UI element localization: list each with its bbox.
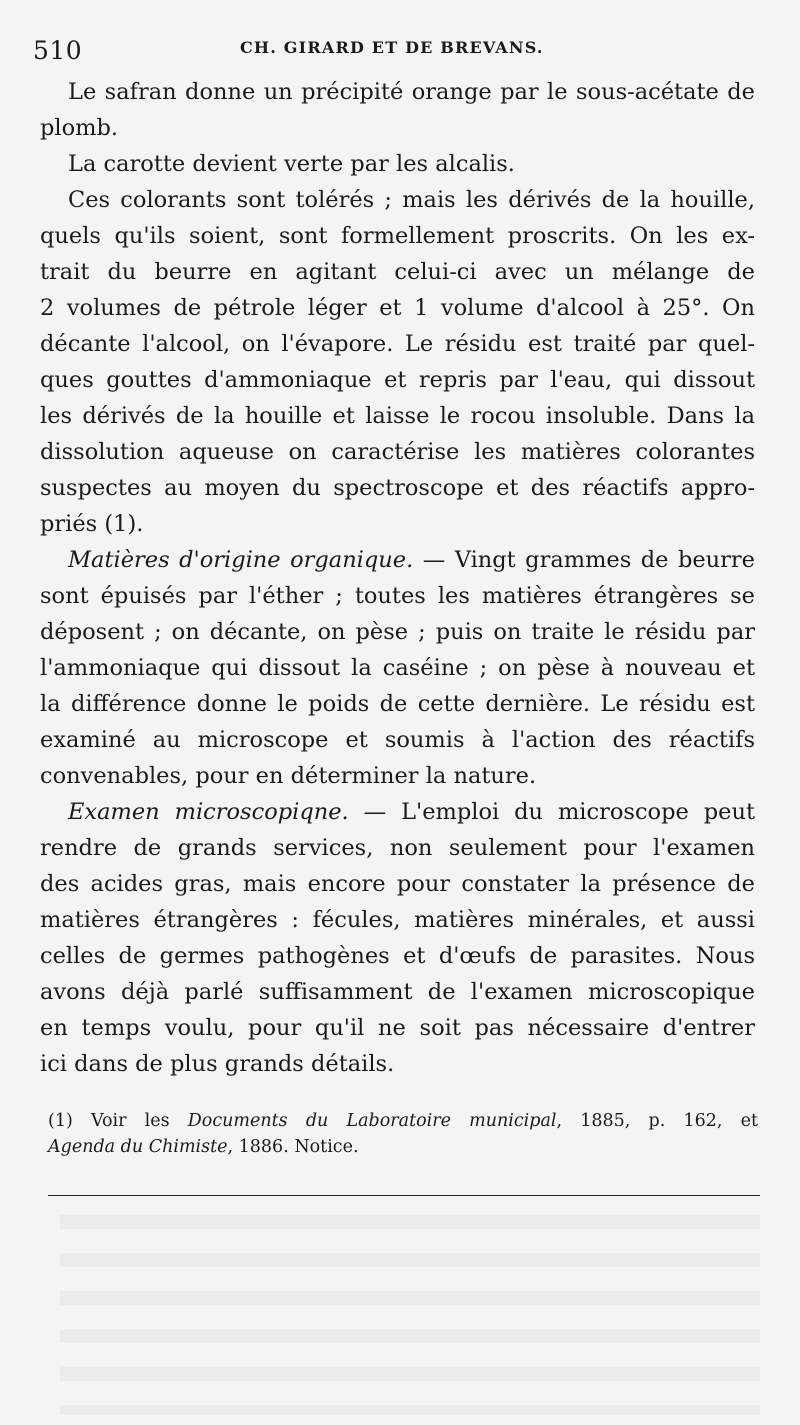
text-line: celles de germes pathogènes et d'œufs de parasites. Nous: [40, 943, 755, 969]
text-line: les dérivés de la houille et laisse le rocou insoluble. Dans la: [40, 403, 755, 429]
footnote-title-1: Documents du Laboratoire municipal: [187, 1111, 557, 1131]
section-heading: Matières d'origine organique.: [68, 547, 414, 573]
body-text: [40, 74, 755, 1082]
text-line: décante l'alcool, on l'évapore. Le résidu est traité par quel-: [40, 331, 755, 357]
text-line: examiné au microscope et soumis à l'action des réactifs: [40, 727, 755, 753]
bleed-through-texture: [60, 1215, 760, 1415]
section-heading: Examen microscopiqne.: [68, 799, 349, 825]
text-line: convenables, pour en déterminer la nature.: [40, 763, 537, 789]
text-line: matières étrangères : fécules, matières minérales, et aussi: [40, 907, 755, 933]
text-line: suspectes au moyen du spectroscope et des réactifs appro-: [40, 475, 755, 501]
text-line: sont épuisés par l'éther ; toutes les matières étrangères se: [40, 583, 755, 609]
text-line: la différence donne le poids de cette dernière. Le résidu est: [40, 691, 755, 717]
text-line: Examen microscopiqne. — L'emploi du microscope peut: [68, 799, 755, 825]
text-line: Matières d'origine organique. — Vingt grammes de beurre: [68, 547, 755, 573]
running-head: CH. GIRARD ET DE BREVANS.: [240, 38, 544, 57]
text-line: en temps voulu, pour qu'il ne soit pas nécessaire d'entrer: [40, 1015, 755, 1041]
text-line: 2 volumes de pétrole léger et 1 volume d'alcool à 25°. On: [40, 295, 755, 321]
text-line: l'ammoniaque qui dissout la caséine ; on pèse à nouveau et: [40, 655, 755, 681]
text-line: priés (1).: [40, 511, 144, 537]
text-line: ques gouttes d'ammoniaque et repris par l'eau, qui dissout: [40, 367, 755, 393]
text-line: quels qu'ils soient, sont formellement proscrits. On les ex-: [40, 223, 755, 249]
text-line: Le safran donne un précipité orange par le sous-acétate de: [68, 79, 755, 105]
footer-rule: [48, 1195, 760, 1196]
text-line: avons déjà parlé suffisamment de l'examen microscopique: [40, 979, 755, 1005]
text-line: ici dans de plus grands détails.: [40, 1051, 395, 1077]
text-line: rendre de grands services, non seulement pour l'examen: [40, 835, 755, 861]
footnote: [48, 1108, 758, 1160]
page-number: 510: [33, 36, 83, 65]
footnote-line-1: (1) Voir les Documents du Laboratoire municipal, 1885, p. 162, et: [48, 1111, 758, 1131]
text-line: des acides gras, mais encore pour constater la présence de: [40, 871, 755, 897]
text-line: La carotte devient verte par les alcalis.: [68, 151, 515, 177]
text-line: plomb.: [40, 115, 119, 141]
text-line: dissolution aqueuse on caractérise les matières colorantes: [40, 439, 755, 465]
text-line: trait du beurre en agitant celui-ci avec un mélange de: [40, 259, 755, 285]
footnote-title-2: Agenda du Chimiste: [48, 1137, 228, 1157]
footnote-line-2: Agenda du Chimiste, 1886. Notice.: [48, 1137, 359, 1157]
page-header: [30, 30, 770, 66]
text-line: déposent ; on décante, on pèse ; puis on traite le résidu par: [40, 619, 755, 645]
text-line: Ces colorants sont tolérés ; mais les dérivés de la houille,: [68, 187, 755, 213]
